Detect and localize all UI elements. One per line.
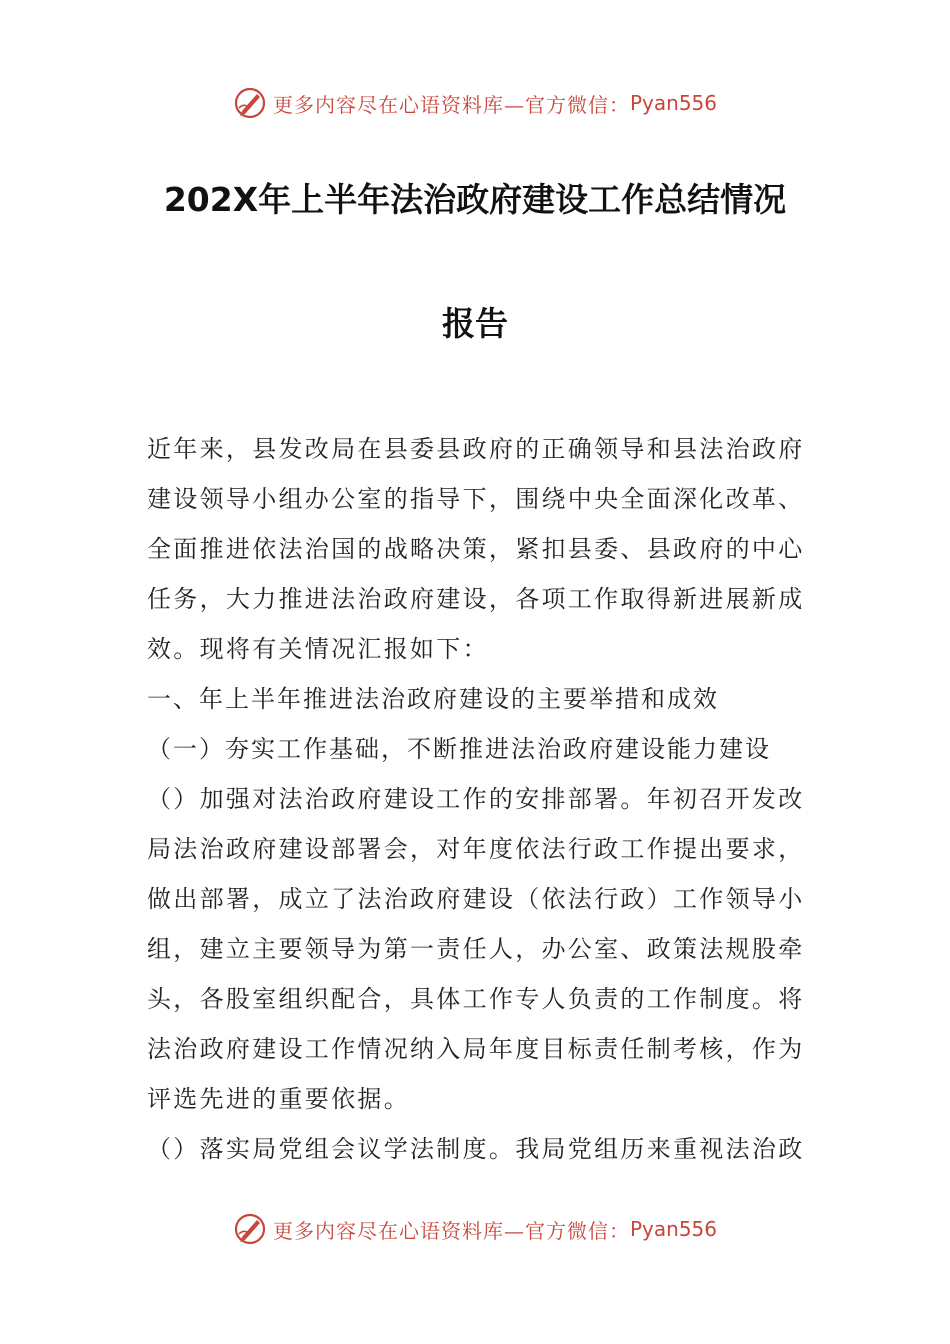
body-paragraph: （）落实局党组会议学法制度。我局党组历来重视法治政	[147, 1135, 805, 1163]
section-heading: 一、年上半年推进法治政府建设的主要举措和成效	[147, 685, 719, 713]
subsection-heading: （一）夯实工作基础，不断推进法治政府建设能力建设	[147, 735, 771, 763]
banner-text: 更多内容尽在心语资料库—官方微信：	[272, 1218, 630, 1243]
body-paragraph: 近年来，县发改局在县委县政府的正确领导和县法治政府建设领导小组办公室的指导下，围绕中央全面深化改革、全面推进依法治国的战略决策，紧扣县委、县政府的中心任务，大力推进法治政府建设，各项工作取得新进展新成效。现将有关情况汇报如下：	[147, 435, 805, 663]
banner-wechat-id: Pyan556	[629, 1217, 717, 1241]
banner-text: 更多内容尽在心语资料库—官方微信：	[272, 92, 630, 117]
banner-wechat-id: Pyan556	[629, 91, 717, 115]
pen-logo-icon	[233, 1212, 267, 1246]
pen-logo-icon	[233, 86, 267, 120]
header-watermark-banner	[0, 83, 950, 123]
body-paragraph: （）加强对法治政府建设工作的安排部署。年初召开发改局法治政府建设部署会，对年度依法行政工作提出要求，做出部署，成立了法治政府建设（依法行政）工作领导小组，建立主要领导为第一责任人，办公室、政策法规股牵头，各股室组织配合，具体工作专人负责的工作制度。将法治政府建设工作情况纳入局年度目标责任制考核，作为评选先进的重要依据。	[147, 785, 805, 1113]
footer-watermark-banner	[0, 1209, 950, 1249]
document-title-line-1: 202X年上半年法治政府建设工作总结情况	[163, 180, 787, 219]
document-body	[147, 424, 807, 1174]
document-title-line-2: 报告	[442, 304, 508, 343]
